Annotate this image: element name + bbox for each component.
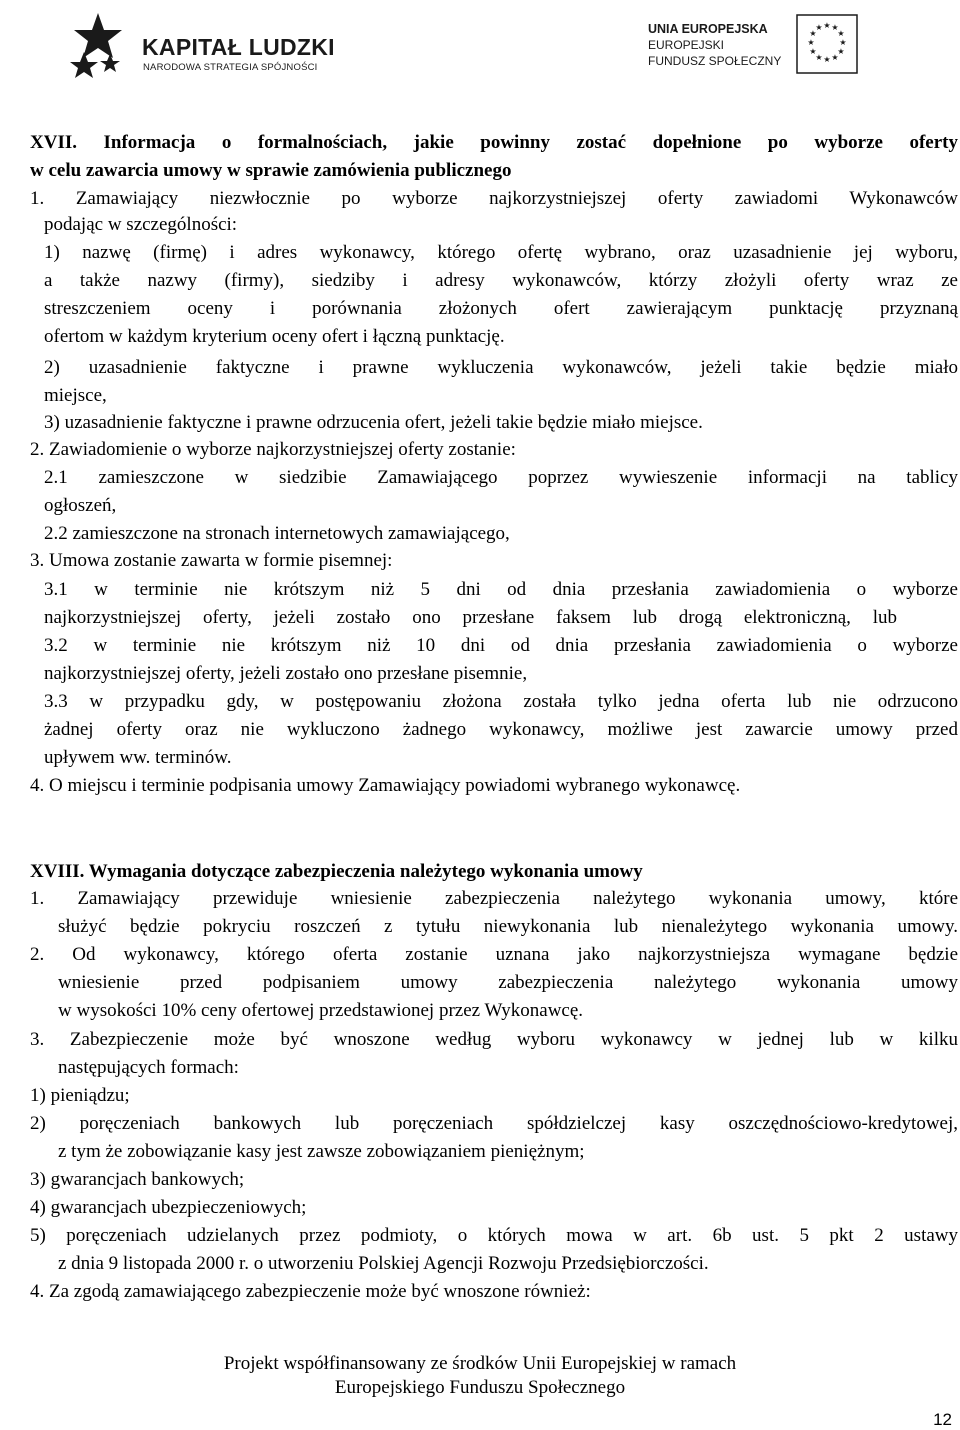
s17-p1-1-line1: 1) nazwę (firmę) i adres wykonawcy, którego ofertę wybrano, oraz uzasadnienie jej wyboru, <box>44 242 958 263</box>
section-17-heading-line2: w celu zawarcia umowy w sprawie zamówienia publicznego <box>30 160 512 181</box>
svg-text:★: ★ <box>807 38 815 47</box>
s18-form-1: 1) pieniądzu; <box>30 1085 130 1106</box>
s17-p3-3-line2: żadnej oferty oraz nie wykluczono żadnego wykonawcy, możliwe jest zawarcie umowy przed <box>44 719 958 740</box>
s17-p1-1-line3: streszczeniem oceny i porównania złożonych ofert zawierającym punktację przyznaną <box>44 298 958 319</box>
s18-p2-line1: 2. Od wykonawcy, którego oferta zostanie uznana jako najkorzystniejsza wymagane będzie <box>30 944 958 965</box>
star-cluster-icon <box>70 8 130 78</box>
svg-text:★: ★ <box>837 47 845 56</box>
s17-p1-line2: podając w szczególności: <box>44 214 238 235</box>
section-18-heading: XVIII. Wymagania dotyczące zabezpieczenia należytego wykonania umowy <box>30 861 643 882</box>
s18-p3-line1: 3. Zabezpieczenie może być wnoszone według wyboru wykonawcy w jednej lub w kilku <box>30 1029 958 1050</box>
s17-p1-2-line1: 2) uzasadnienie faktyczne i prawne wykluczenia wykonawców, jeżeli takie będzie miało <box>44 357 958 378</box>
page-header <box>0 0 960 100</box>
s17-p2-1-line2: ogłoszeń, <box>44 495 117 516</box>
eu-logo-line2: EUROPEJSKI <box>648 38 725 52</box>
kapital-ludzki-logo <box>70 8 340 78</box>
s18-p1-line1: 1. Zamawiający przewiduje wniesienie zabezpieczenia należytego wykonania umowy, które <box>30 888 958 909</box>
svg-text:★: ★ <box>839 38 847 47</box>
eu-logo-line3: FUNDUSZ SPOŁECZNY <box>648 54 782 68</box>
s17-p2-2-line1: 2.2 zamieszczone na stronach internetowych zamawiającego, <box>44 523 510 544</box>
s18-form-4: 4) gwarancjach ubezpieczeniowych; <box>30 1197 307 1218</box>
kapital-ludzki-title: KAPITAŁ LUDZKI <box>142 34 335 60</box>
svg-text:★: ★ <box>815 23 823 32</box>
s17-p2-line1: 2. Zawiadomienie o wyborze najkorzystniejszej oferty zostanie: <box>30 439 516 460</box>
eu-flag-icon <box>796 14 858 74</box>
s18-p2-line3: w wysokości 10% ceny ofertowej przedstawionej przez Wykonawcę. <box>58 1000 584 1021</box>
footer-line2: Europejskiego Funduszu Społecznego <box>334 1377 626 1398</box>
s18-form-5-line2: z dnia 9 listopada 2000 r. o utworzeniu Polskiej Agencji Rozwoju Przedsiębiorczości. <box>58 1253 709 1274</box>
s17-p1-line1: 1. Zamawiający niezwłocznie po wyborze najkorzystniejszej oferty zawiadomi Wykonawców <box>30 188 958 209</box>
page-number: 12 <box>933 1410 952 1429</box>
s17-p3-3-line1: 3.3 w przypadku gdy, w postępowaniu złożona została tylko jedna oferta lub nie odrzucono <box>44 691 958 712</box>
s18-p1-line2: służyć będzie pokryciu roszczeń z tytułu niewykonania lub nienależytego wykonania umowy. <box>58 916 958 937</box>
s17-p3-3-line3: upływem ww. terminów. <box>44 747 232 768</box>
s18-p2-line2: wniesienie przed podpisaniem umowy zabezpieczenia należytego wykonania umowy <box>58 972 958 993</box>
s17-p3-1-line2: najkorzystniejszej oferty, jeżeli zostało ono przesłane faksem lub drogą elektroniczną, lub <box>44 607 897 628</box>
svg-text:★: ★ <box>823 21 831 30</box>
s18-form-2-line1: 2) poręczeniach bankowych lub poręczeniach spółdzielczej kasy oszczędnościowo-kredytowej, <box>30 1113 958 1134</box>
s18-form-3: 3) gwarancjach bankowych; <box>30 1169 245 1190</box>
s18-form-2-line2: z tym że zobowiązanie kasy jest zawsze zobowiązaniem pieniężnym; <box>58 1141 585 1162</box>
svg-text:★: ★ <box>815 53 823 62</box>
eu-logo <box>648 10 888 80</box>
s17-p1-1-line4: ofertom w każdym kryterium oceny ofert i łączną punktację. <box>44 326 505 347</box>
footer-line1: Projekt współfinansowany ze środków Unii Europejskiej w ramach <box>223 1353 737 1374</box>
s18-p4-line1: 4. Za zgodą zamawiającego zabezpieczenie może być wnoszone również: <box>30 1281 591 1302</box>
s17-p1-3-line1: 3) uzasadnienie faktyczne i prawne odrzucenia ofert, jeżeli takie będzie miało miejsce. <box>44 412 703 433</box>
section-17-heading-line1: XVII. Informacja o formalnościach, jakie powinny zostać dopełnione po wyborze oferty <box>30 132 958 153</box>
s18-form-5-line1: 5) poręczeniach udzielanych przez podmioty, o których mowa w art. 6b ust. 5 pkt 2 ustawy <box>30 1225 958 1246</box>
s17-p1-2-line2: miejsce, <box>44 385 107 406</box>
svg-text:★: ★ <box>809 29 817 38</box>
s17-p3-2-line1: 3.2 w terminie nie krótszym niż 10 dni od dnia przesłania zawiadomienia o wyborze <box>44 635 958 656</box>
s17-p3-line1: 3. Umowa zostanie zawarta w formie pisemnej: <box>30 550 393 571</box>
s17-p3-1-line1: 3.1 w terminie nie krótszym niż 5 dni od dnia przesłania zawiadomienia o wyborze <box>44 579 958 600</box>
page-footer <box>0 1352 960 1400</box>
s17-p3-2-line2: najkorzystniejszej oferty, jeżeli zostało ono przesłane pisemnie, <box>44 663 528 684</box>
s18-p3-line2: następujących formach: <box>58 1057 239 1078</box>
svg-text:★: ★ <box>831 23 839 32</box>
s17-p4-line1: 4. O miejscu i terminie podpisania umowy Zamawiający powiadomi wybranego wykonawcę. <box>30 775 741 796</box>
kapital-ludzki-subtitle: NARODOWA STRATEGIA SPÓJNOŚCI <box>143 62 318 73</box>
svg-text:★: ★ <box>809 47 817 56</box>
eu-logo-line1: UNIA EUROPEJSKA <box>648 22 768 36</box>
svg-text:★: ★ <box>823 55 831 64</box>
svg-text:★: ★ <box>837 29 845 38</box>
svg-text:★: ★ <box>831 53 839 62</box>
s17-p2-1-line1: 2.1 zamieszczone w siedzibie Zamawiającego poprzez wywieszenie informacji na tablicy <box>44 467 958 488</box>
s17-p1-1-line2: a także nazwy (firmy), siedziby i adresy wykonawców, którzy złożyli oferty wraz ze <box>44 270 958 291</box>
